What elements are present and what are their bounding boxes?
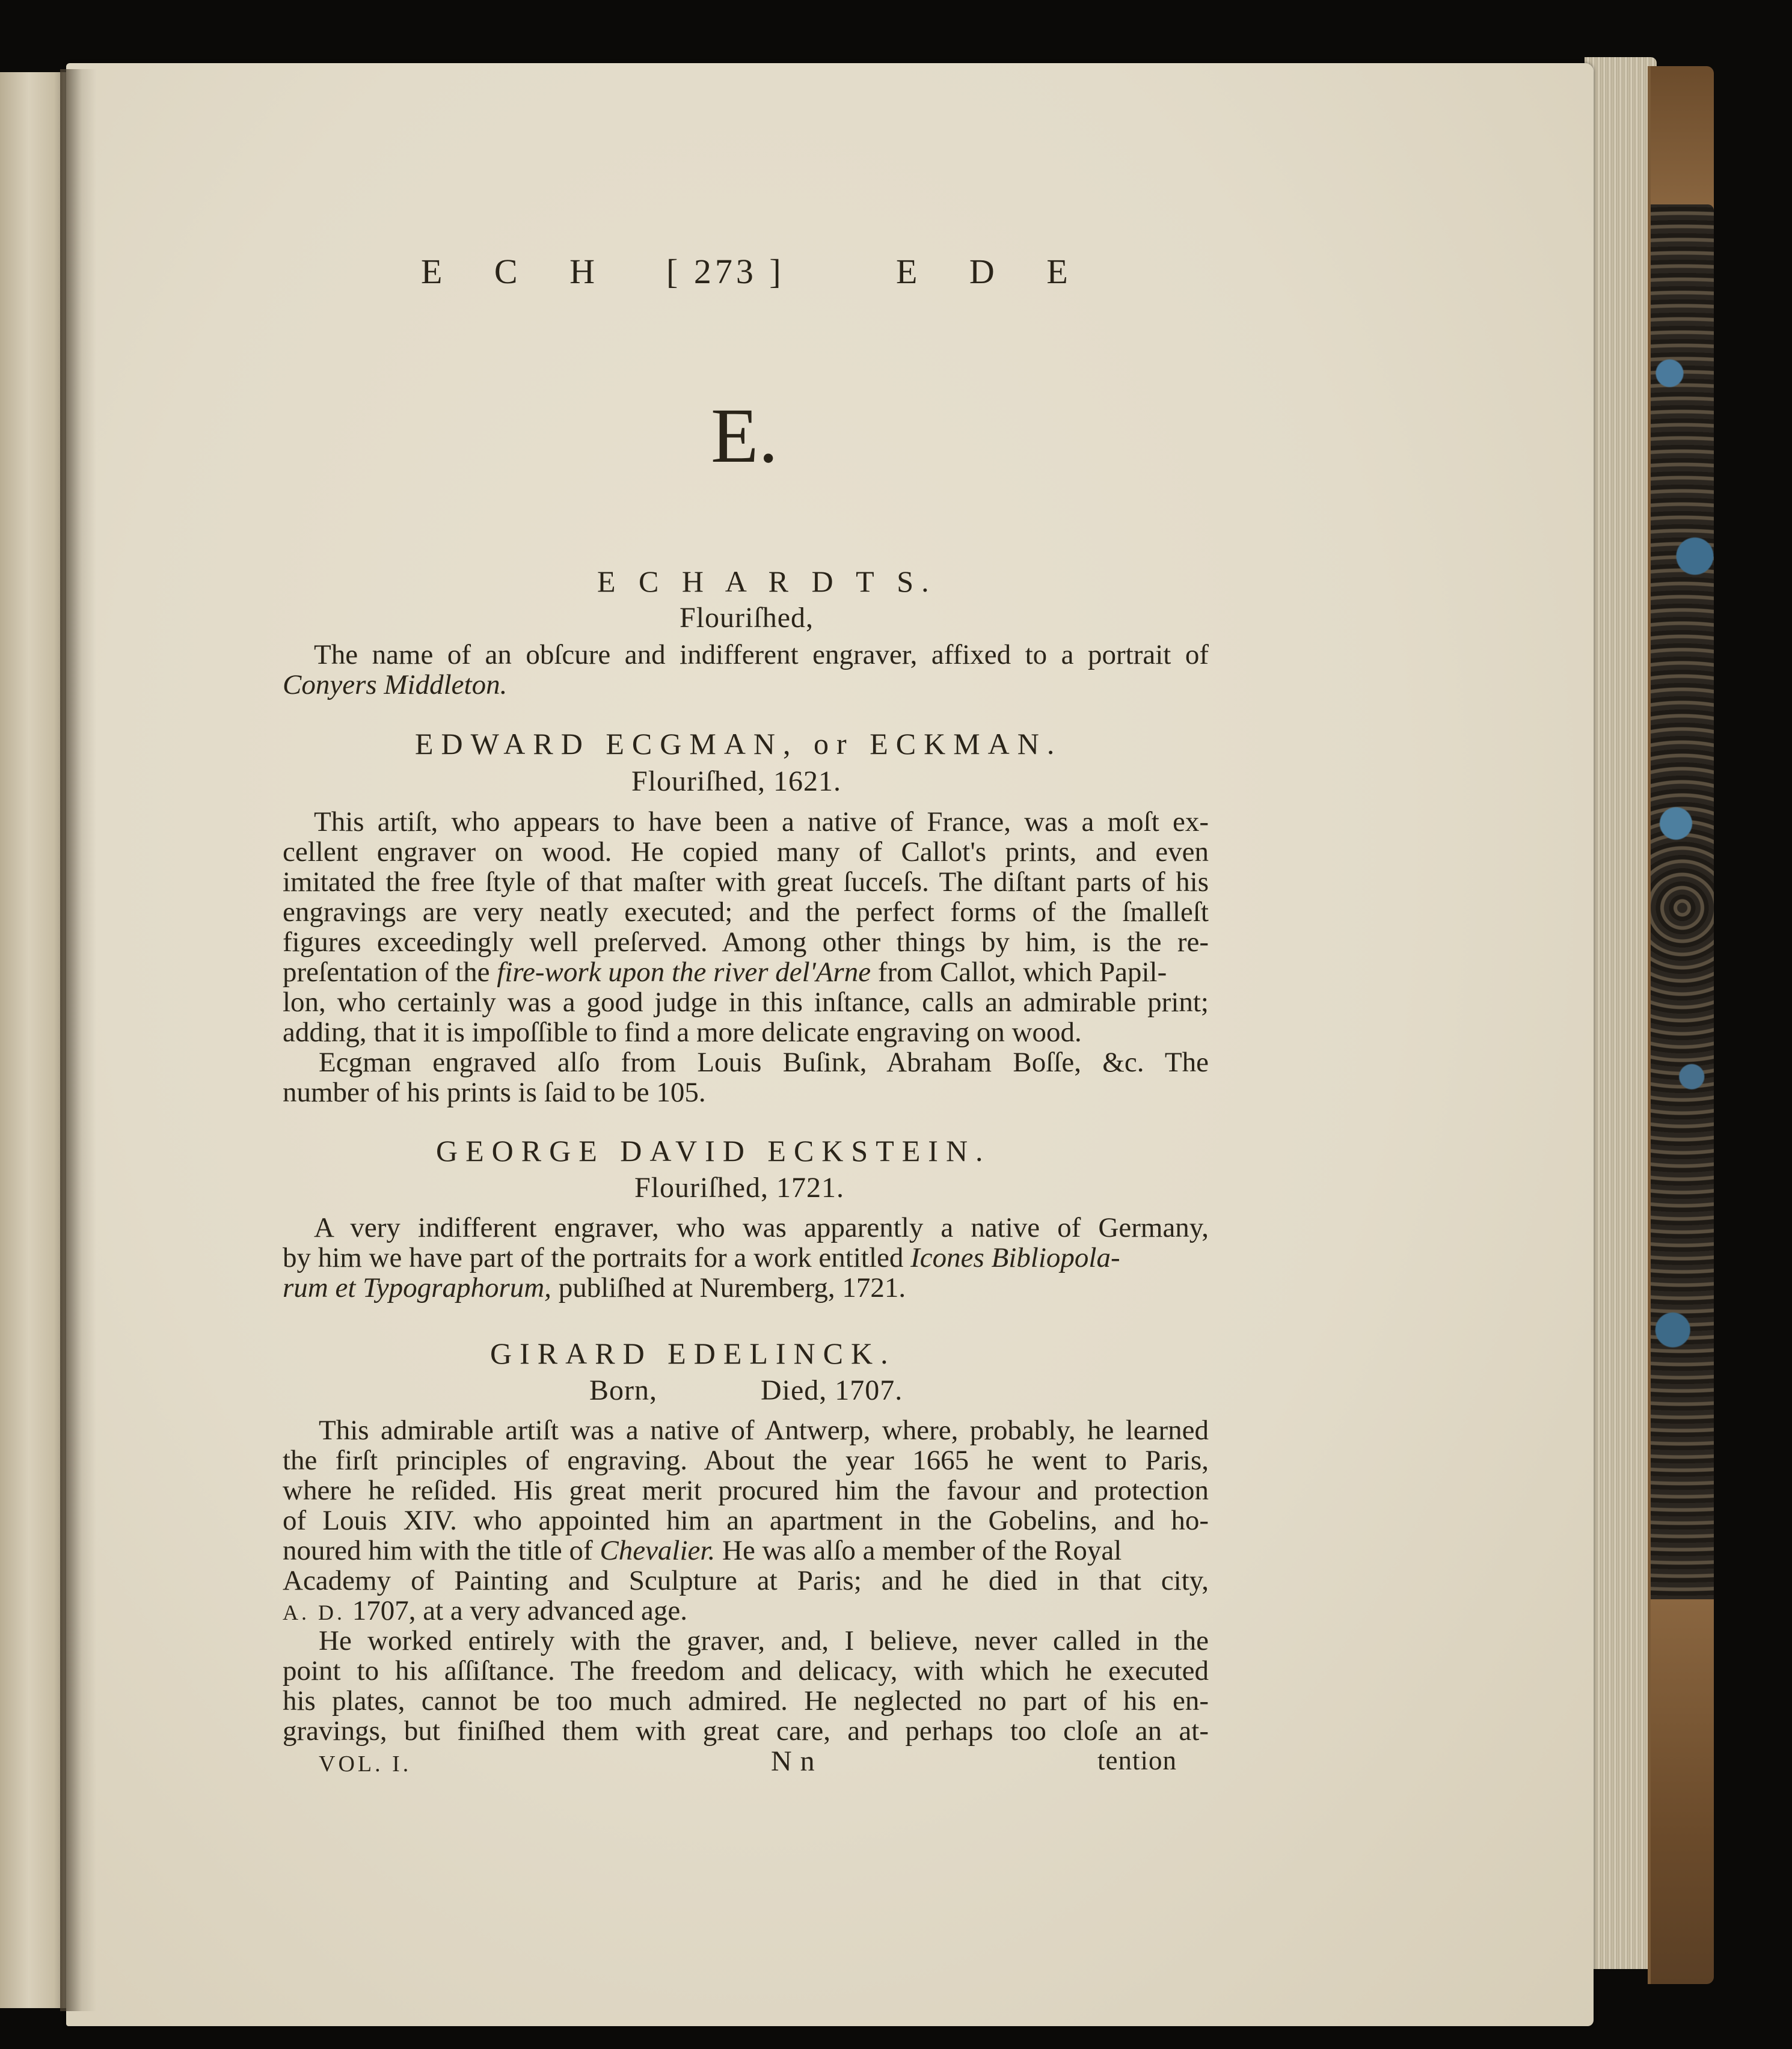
text-line: preſentation of the fire-work upon the river del'Arne from Callot, which Papil- [283,957,1167,988]
text-line: figures exceedingly well preſerved. Among other things by him, is the re- [283,926,1209,958]
signature-mark: N n [771,1745,815,1777]
text-line: number of his prints is ſaid to be 105. [283,1077,706,1108]
text-line: rum et Typographorum, publiſhed at Nuremberg, 1721. [283,1272,906,1303]
entry-dates-echardts: Flouriſhed, [680,602,814,634]
text-line: Conyers Middleton. [283,669,508,700]
text-line: of Louis XIV. who appointed him an apartment in the Gobelins, and ho- [283,1505,1209,1536]
running-head-left: E C H [421,252,616,291]
text-line: This artiſt, who appears to have been a native of France, was a moſt ex- [314,806,1209,838]
text-line: He worked entirely with the graver, and, I believe, never called in the [319,1625,1209,1656]
text-line: adding, that it is impoſſible to find a more delicate engraving on wood. [283,1017,1082,1048]
text-line: gravings, but finiſhed them with great care, and perhaps too cloſe an at- [283,1715,1209,1747]
text-line: A. D. 1707, at a very advanced age. [283,1595,687,1626]
marbled-cover [1651,204,1714,1611]
text-line: by him we have part of the portraits for a work entitled Icones Bibliopola- [283,1242,1120,1273]
text-line: lon, who certainly was a good judge in this inſtance, calls an admirable print; [283,987,1209,1018]
leather-corner-top [1651,66,1714,210]
text-line: Academy of Painting and Sculpture at Paris; and he died in that city, [283,1565,1209,1596]
entry-name-echardts: E C H A R D T S. [597,565,937,598]
text-line: cellent engraver on wood. He copied many of Callot's prints, and even [283,836,1209,868]
entry-dates-eckstein: Flouriſhed, 1721. [634,1172,844,1204]
page-number: [ 273 ] [666,252,785,291]
catchword: tention [1097,1745,1177,1775]
section-letter: E. [711,393,778,479]
text-line: where he reſided. His great merit procured him the favour and protection [283,1475,1209,1506]
running-head-right: E D E [896,252,1090,291]
text-line: This admirable artiſt was a native of Antwerp, where, probably, he learned [319,1415,1209,1446]
gutter-shadow [60,69,96,2011]
text-line: noured him with the title of Chevalier. He was alſo a member of the Royal [283,1535,1122,1566]
text-line: A very indifferent engraver, who was apparently a native of Germany, [314,1212,1209,1243]
leather-corner-bottom [1651,1599,1714,1984]
entry-born-edelinck: Born, [589,1374,657,1406]
entry-dates-ecgman: Flouriſhed, 1621. [631,765,841,797]
entry-name-edelinck: GIRARD EDELINCK. [490,1337,896,1370]
text-line: his plates, cannot be too much admired. He neglected no part of his en- [283,1685,1209,1717]
text-line: imitated the free ſtyle of that maſter with great ſucceſs. The diſtant parts of his [283,866,1209,898]
entry-name-eckstein: GEORGE DAVID ECKSTEIN. [436,1134,991,1168]
volume-number: VOL. I. [319,1751,412,1777]
entry-name-ecgman: EDWARD ECGMAN, or ECKMAN. [415,727,1063,761]
entry-died-edelinck: Died, 1707. [761,1374,903,1406]
text-line: engravings are very neatly executed; and the perfect forms of the ſmalleſt [283,896,1209,928]
text-line: Ecgman engraved alſo from Louis Buſink, Abraham Boſſe, &c. The [319,1047,1209,1078]
text-line: The name of an obſcure and indifferent engraver, affixed to a portrait of [314,639,1209,670]
text-line: the firſt principles of engraving. About the year 1665 he went to Paris, [283,1445,1209,1476]
page-edges [1585,57,1657,1969]
text-line: point to his aſſiſtance. The freedom and delicacy, with which he executed [283,1655,1209,1686]
